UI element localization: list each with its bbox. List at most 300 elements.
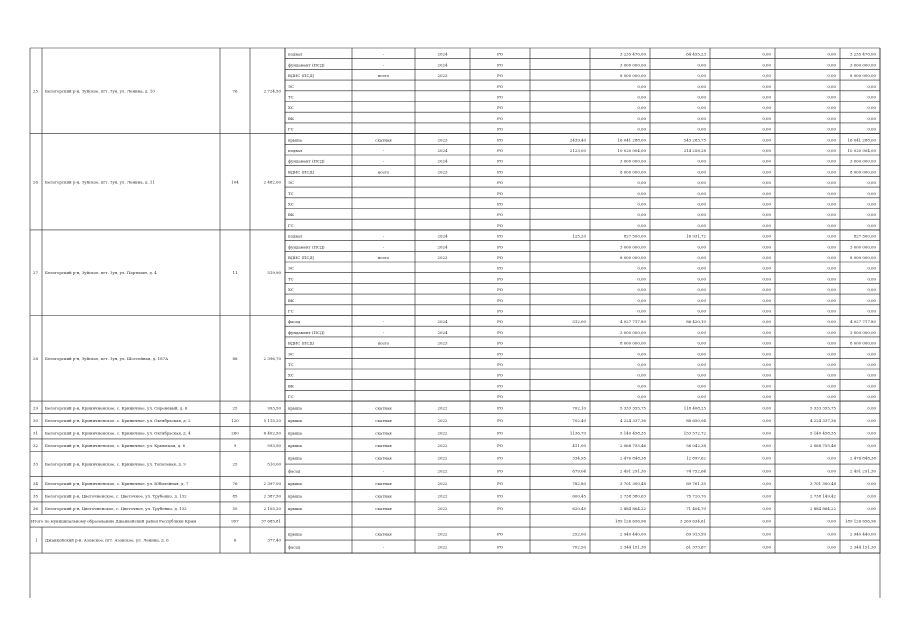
- value: 0,00: [762, 319, 771, 325]
- source: РО: [497, 51, 503, 57]
- amount-per-sqm: 0,00: [697, 265, 706, 271]
- amount-per-sqm: 0,00: [697, 383, 706, 389]
- year: 2022: [437, 468, 448, 474]
- amount-per-sqm: 0,00: [697, 126, 706, 132]
- amount-per-sqm: 16 931,72: [686, 233, 706, 239]
- work-type: ВК: [288, 297, 294, 303]
- amount: 10 020 004,00: [617, 148, 646, 154]
- work-type: крыша: [288, 480, 302, 486]
- volume: 620,45: [572, 506, 586, 512]
- total: 8 000 000,00: [850, 169, 876, 175]
- address: Белогорский р-н, Криничненское, с. Криничное, ул. Октябрьская, д. 4: [45, 430, 191, 436]
- total: 0,00: [867, 115, 876, 121]
- total: 0,00: [867, 493, 876, 499]
- value: 0,00: [762, 94, 771, 100]
- amount: 8 000 000,00: [620, 169, 646, 175]
- year: 2022: [437, 506, 448, 512]
- address: Белогорский р-н, Криничненское, с. Криничное, ул. Тополевая, д. 9: [45, 461, 186, 467]
- value: 0,00: [762, 372, 771, 378]
- address: Белогорский р-н, Криничненское, с. Криничное, ул. Крымская, д. 6: [45, 443, 186, 449]
- value: 0,00: [827, 126, 836, 132]
- table-text: [31, 52, 877, 550]
- row-number: 26: [33, 179, 38, 185]
- value: 0,00: [827, 169, 836, 175]
- year: 2024: [437, 233, 448, 239]
- work-type: подвал: [288, 233, 303, 239]
- value: 2 884 864,22: [810, 506, 836, 512]
- area: 377,40: [267, 537, 281, 543]
- value: 0,00: [827, 244, 836, 250]
- row-number: 1: [35, 537, 38, 543]
- address: Белогорский р-н, Зуйское, пгт. Зуя, ул. Шоссейная, д. 187А: [45, 355, 169, 361]
- amount-per-sqm: 0,00: [697, 329, 706, 335]
- work-type: ХС: [288, 287, 294, 293]
- year: 2023: [437, 137, 448, 143]
- value: 0,00: [762, 83, 771, 89]
- value: 0,00: [762, 115, 771, 121]
- source: РО: [497, 468, 503, 474]
- volume: 2439,40: [569, 137, 586, 143]
- total: 3 235 470,00: [850, 51, 876, 57]
- value: 0,00: [827, 297, 836, 303]
- address: Белогорский р-н, Криничненское, с. Криничное, ул. Сиренёвый, д. 6: [45, 405, 188, 411]
- amount: 0,00: [637, 362, 646, 368]
- year: 2022: [437, 544, 448, 550]
- total: 0,00: [867, 83, 876, 89]
- work-kind: -: [382, 51, 385, 57]
- total: 0,00: [867, 417, 876, 423]
- amount-per-sqm: 0,00: [697, 94, 706, 100]
- work-type: ХС: [288, 201, 294, 207]
- amount: 4 224 337,36: [620, 417, 646, 423]
- amount-per-sqm: 0,00: [697, 362, 706, 368]
- work-type: ВДИС (ПСД): [288, 340, 315, 346]
- address: Белогорский р-н, Цветочненское, с. Цветочное, ул. Трубенко, д. 133: [45, 506, 187, 512]
- residents: 260: [231, 430, 239, 436]
- amount-per-sqm: 543 283,75: [683, 137, 706, 143]
- volume: 702,10: [572, 405, 586, 411]
- source: РО: [497, 351, 503, 357]
- address: Белогорский р-н, Зуйское, пгт. Зуя, ул. Партизан, д. 4: [45, 270, 157, 276]
- amount-per-sqm: 0,00: [697, 255, 706, 261]
- address: Джанкойский р-н, Азовское, пгт. Азовское, ул. Ленина, д. 6: [45, 537, 169, 543]
- amount: 3 000 000,00: [620, 158, 646, 164]
- total: 3 000 000,00: [850, 62, 876, 68]
- amount-per-sqm: 0,00: [697, 340, 706, 346]
- amount: 0,00: [637, 308, 646, 314]
- value: 0,00: [827, 148, 836, 154]
- residents: 6: [233, 537, 237, 543]
- amount-per-sqm: 0,00: [697, 190, 706, 196]
- value: 0,00: [827, 94, 836, 100]
- address: Белогорский р-н, Криничненское, с. Криничное, ул. Юбилейная, д. 7: [45, 480, 189, 486]
- source: РО: [497, 455, 503, 461]
- value: 0,00: [827, 62, 836, 68]
- volume: 782,80: [572, 480, 586, 486]
- amount: 0,00: [637, 126, 646, 132]
- source: РО: [497, 137, 503, 143]
- year: 2023: [437, 340, 448, 346]
- amount: 0,00: [637, 94, 646, 100]
- amount: 5 333 355,75: [620, 405, 646, 411]
- work-kind: -: [382, 62, 385, 68]
- source: РО: [497, 443, 503, 449]
- work-type: крыша: [288, 493, 302, 499]
- year: 2023: [437, 73, 448, 79]
- amount: 0,00: [637, 105, 646, 111]
- total: 8 000 000,00: [850, 255, 876, 261]
- area: 2 387,50: [263, 493, 281, 499]
- amount: 0,00: [637, 297, 646, 303]
- amount: 3 000 000,00: [620, 329, 646, 335]
- year: 2024: [437, 319, 448, 325]
- amount-per-sqm: 69 761,35: [686, 480, 706, 486]
- work-kind: скатная: [375, 493, 392, 499]
- total: 0,00: [867, 480, 876, 486]
- value: 0,00: [762, 137, 771, 143]
- value: 0,00: [827, 531, 836, 537]
- amount: 0,00: [637, 201, 646, 207]
- value: 0,00: [762, 468, 771, 474]
- residents: 76: [232, 480, 238, 486]
- amount: 2 884 864,22: [620, 506, 646, 512]
- total: 2 476 848,38: [850, 455, 876, 461]
- value: 0,00: [827, 394, 836, 400]
- year: 2022: [437, 430, 448, 436]
- value: 2 068 755,46: [810, 443, 836, 449]
- volume: 679,04: [572, 468, 586, 474]
- year: 2024: [437, 244, 448, 250]
- value: 0,00: [762, 105, 771, 111]
- work-type: ГС: [288, 126, 294, 132]
- work-kind: скатная: [375, 531, 392, 537]
- row-number: 34: [33, 480, 38, 486]
- amount: 2 491 291,30: [620, 468, 646, 474]
- work-type: фасад: [288, 468, 301, 474]
- amount-per-sqm: 0,00: [697, 83, 706, 89]
- amount: 16 041 288,00: [617, 137, 646, 143]
- work-kind: скатная: [375, 506, 392, 512]
- value: 2 738 149,42: [810, 493, 836, 499]
- total: 0,00: [867, 212, 876, 218]
- total: 0,00: [867, 394, 876, 400]
- total: 0,00: [867, 308, 876, 314]
- value: 0,00: [827, 115, 836, 121]
- value: 0,00: [827, 455, 836, 461]
- row-number: 31: [33, 430, 38, 436]
- row-number: 29: [33, 405, 38, 411]
- total: 8 000 000,00: [850, 73, 876, 79]
- year: 2024: [437, 51, 448, 57]
- source: РО: [497, 531, 503, 537]
- value: 0,00: [762, 405, 771, 411]
- work-kind: скатная: [375, 405, 392, 411]
- work-type: крыша: [288, 405, 302, 411]
- source: РО: [497, 73, 503, 79]
- area: 5 115,20: [263, 417, 281, 423]
- volume: 702,40: [572, 417, 586, 423]
- value: 0,00: [762, 222, 771, 228]
- work-type: ВДИС (ПСД): [288, 255, 315, 261]
- row-number: 33: [33, 461, 38, 467]
- amount-per-sqm: 0,00: [697, 212, 706, 218]
- area: 519,90: [267, 270, 281, 276]
- area: 2 105,20: [263, 506, 281, 512]
- value: 0,00: [762, 506, 771, 512]
- amount: 0,00: [637, 83, 646, 89]
- work-type: крыша: [288, 506, 302, 512]
- year: 2024: [437, 158, 448, 164]
- work-type: ВДИС (ПСД): [288, 73, 315, 79]
- residents: 76: [232, 88, 238, 94]
- work-type: ВДИС (ПСД): [288, 169, 315, 175]
- amount-per-sqm: 0,00: [697, 105, 706, 111]
- area: 2 482,00: [263, 179, 281, 185]
- year: 2024: [437, 329, 448, 335]
- total: 0,00: [867, 190, 876, 196]
- source: РО: [497, 212, 503, 218]
- source: РО: [497, 319, 503, 325]
- source: РО: [497, 255, 503, 261]
- value: 0,00: [827, 212, 836, 218]
- amount: 2 068 755,46: [620, 443, 646, 449]
- total: 0,00: [867, 180, 876, 186]
- work-type: ГС: [288, 222, 294, 228]
- total: 0,00: [867, 94, 876, 100]
- amount-per-sqm: 75 720,70: [686, 493, 706, 499]
- value: 0,00: [827, 233, 836, 239]
- value: 0,00: [762, 455, 771, 461]
- value: 0,00: [827, 544, 836, 550]
- work-kind: скатная: [375, 480, 392, 486]
- total: 3 000 000,00: [850, 329, 876, 335]
- source: РО: [497, 493, 503, 499]
- value: 0,00: [827, 190, 836, 196]
- total: 0,00: [867, 297, 876, 303]
- volume: 1136,70: [569, 430, 586, 436]
- source: РО: [497, 287, 503, 293]
- source: РО: [497, 126, 503, 132]
- work-type: ТС: [288, 362, 294, 368]
- total: 2 491 291,30: [850, 468, 876, 474]
- amount: 0,00: [637, 222, 646, 228]
- value: 0,00: [762, 518, 771, 524]
- work-kind: -: [382, 468, 385, 474]
- value: 0,00: [827, 468, 836, 474]
- amount-per-sqm: 12 897,62: [686, 455, 706, 461]
- source: РО: [497, 158, 503, 164]
- value: 0,00: [762, 394, 771, 400]
- area: 593,90: [267, 443, 281, 449]
- value: 0,00: [762, 351, 771, 357]
- residents: 11: [232, 270, 238, 276]
- work-type: ТС: [288, 94, 294, 100]
- work-type: крыша: [288, 417, 302, 423]
- work-kind: всего: [377, 340, 390, 346]
- amount: 0,00: [637, 190, 646, 196]
- total: 8 000 000,00: [850, 340, 876, 346]
- residents: 104: [231, 179, 239, 185]
- work-type: фасад: [288, 319, 301, 325]
- area: 510,00: [267, 461, 281, 467]
- work-type: ВК: [288, 212, 294, 218]
- work-type: крыша: [288, 531, 302, 537]
- amount-per-sqm: 0,00: [697, 276, 706, 282]
- value: 0,00: [827, 83, 836, 89]
- value: 0,00: [762, 265, 771, 271]
- value: 0,00: [762, 190, 771, 196]
- total: 0,00: [867, 405, 876, 411]
- amount-per-sqm: 0,00: [697, 62, 706, 68]
- work-kind: скатная: [375, 417, 392, 423]
- residents: 120: [231, 417, 239, 423]
- work-kind: скатная: [375, 455, 392, 461]
- source: РО: [497, 201, 503, 207]
- total: 0,00: [867, 506, 876, 512]
- value: 5 333 355,75: [810, 405, 836, 411]
- source: РО: [497, 190, 503, 196]
- amount-per-sqm: 0,00: [697, 372, 706, 378]
- source: РО: [497, 362, 503, 368]
- total: 0,00: [867, 201, 876, 207]
- row-number: 28: [33, 355, 38, 361]
- source: РО: [497, 62, 503, 68]
- amount-per-sqm: 64 455,23: [686, 51, 706, 57]
- source: РО: [497, 506, 503, 512]
- amount: 0,00: [637, 287, 646, 293]
- total: 3 000 000,00: [850, 244, 876, 250]
- value: 0,00: [827, 351, 836, 357]
- year: 2024: [437, 148, 448, 154]
- amount-per-sqm: 0,00: [697, 180, 706, 186]
- table-grid: [30, 48, 880, 598]
- amount: 2 476 848,38: [620, 455, 646, 461]
- amount: 3 235 470,00: [620, 51, 646, 57]
- source: РО: [497, 544, 503, 550]
- work-kind: -: [382, 233, 385, 239]
- value: 0,00: [827, 340, 836, 346]
- amount-per-sqm: 69 913,99: [686, 531, 706, 537]
- year: 2023: [437, 255, 448, 261]
- row-number: 25: [33, 88, 38, 94]
- amount-per-sqm: 0,00: [697, 394, 706, 400]
- value: 0,00: [762, 287, 771, 293]
- value: 0,00: [762, 417, 771, 423]
- work-type: подвал: [288, 148, 303, 154]
- work-type: фундамент (ПСД): [288, 244, 325, 250]
- work-type: ГС: [288, 394, 294, 400]
- value: 0,00: [762, 201, 771, 207]
- value: 0,00: [827, 222, 836, 228]
- year: 2022: [437, 493, 448, 499]
- source: РО: [497, 83, 503, 89]
- total: 2 940 440,00: [850, 531, 876, 537]
- volume: 125,20: [572, 233, 586, 239]
- work-type: ЭС: [288, 180, 294, 186]
- value: 0,00: [762, 531, 771, 537]
- amount-per-sqm: 0,00: [697, 158, 706, 164]
- total: 0,00: [867, 372, 876, 378]
- value: 0,00: [762, 180, 771, 186]
- amount-per-sqm: 153 572,72: [683, 430, 706, 436]
- total: 0,00: [867, 443, 876, 449]
- total-label: Итого по муниципальному образованию Джанкойский район Республики Крым: [31, 518, 197, 524]
- amount-per-sqm: 0,00: [697, 244, 706, 250]
- work-type: подвал: [288, 51, 303, 57]
- value: 0,00: [762, 329, 771, 335]
- value: 0,00: [762, 158, 771, 164]
- year: 2022: [437, 480, 448, 486]
- total-sum: 189 126 656,96: [615, 518, 646, 524]
- amount: 4 027 717,80: [620, 319, 646, 325]
- amount: 2 940 440,00: [620, 531, 646, 537]
- work-kind: всего: [377, 73, 390, 79]
- volume: 334,95: [572, 455, 586, 461]
- value: 0,00: [762, 169, 771, 175]
- residents: 88: [232, 355, 238, 361]
- amount: 0,00: [637, 276, 646, 282]
- source: РО: [497, 94, 503, 100]
- amount-per-sqm: 86 420,10: [686, 319, 706, 325]
- value: 0,00: [762, 276, 771, 282]
- work-type: крыша: [288, 430, 302, 436]
- volume: 2123,00: [569, 148, 586, 154]
- value: 0,00: [827, 362, 836, 368]
- value: 0,00: [762, 480, 771, 486]
- source: РО: [497, 430, 503, 436]
- amount: 0,00: [637, 115, 646, 121]
- source: РО: [497, 180, 503, 186]
- year: 2022: [437, 417, 448, 423]
- amount: 827 500,00: [623, 233, 646, 239]
- value: 3 701 300,48: [810, 480, 836, 486]
- amount: 3 701 300,48: [620, 480, 646, 486]
- value: 0,00: [827, 73, 836, 79]
- value: 0,00: [762, 148, 771, 154]
- total: 3 000 000,00: [850, 158, 876, 164]
- source: РО: [497, 394, 503, 400]
- amount: 3 000 000,00: [620, 62, 646, 68]
- amount-per-sqm: 0,00: [697, 115, 706, 121]
- amount: 0,00: [637, 372, 646, 378]
- year: 2022: [437, 455, 448, 461]
- total: 0,00: [867, 383, 876, 389]
- amount: 0,00: [637, 383, 646, 389]
- work-kind: скатная: [375, 430, 392, 436]
- amount-per-sqm: 0,00: [697, 73, 706, 79]
- area: 2 397,00: [263, 480, 281, 486]
- work-type: фундамент (ПСД): [288, 329, 325, 335]
- amount-per-sqm: 214 258,28: [683, 148, 706, 154]
- work-type: ЭС: [288, 83, 294, 89]
- work-type: ТС: [288, 190, 294, 196]
- volume: 512,00: [572, 319, 586, 325]
- source: РО: [497, 105, 503, 111]
- value: 0,00: [827, 201, 836, 207]
- work-kind: скатная: [375, 137, 392, 143]
- address: Белогорский р-н, Криничненское, с. Криничное, ул. Октябрьская, д. 2: [45, 417, 191, 423]
- source: РО: [497, 233, 503, 239]
- source: РО: [497, 265, 503, 271]
- total: 4 027 717,80: [850, 319, 876, 325]
- total-count: 957: [231, 518, 239, 524]
- year: 2023: [437, 169, 448, 175]
- year: 2022: [437, 531, 448, 537]
- source: РО: [497, 329, 503, 335]
- work-kind: -: [382, 244, 385, 250]
- source: РО: [497, 297, 503, 303]
- amount: 8 000 000,00: [620, 255, 646, 261]
